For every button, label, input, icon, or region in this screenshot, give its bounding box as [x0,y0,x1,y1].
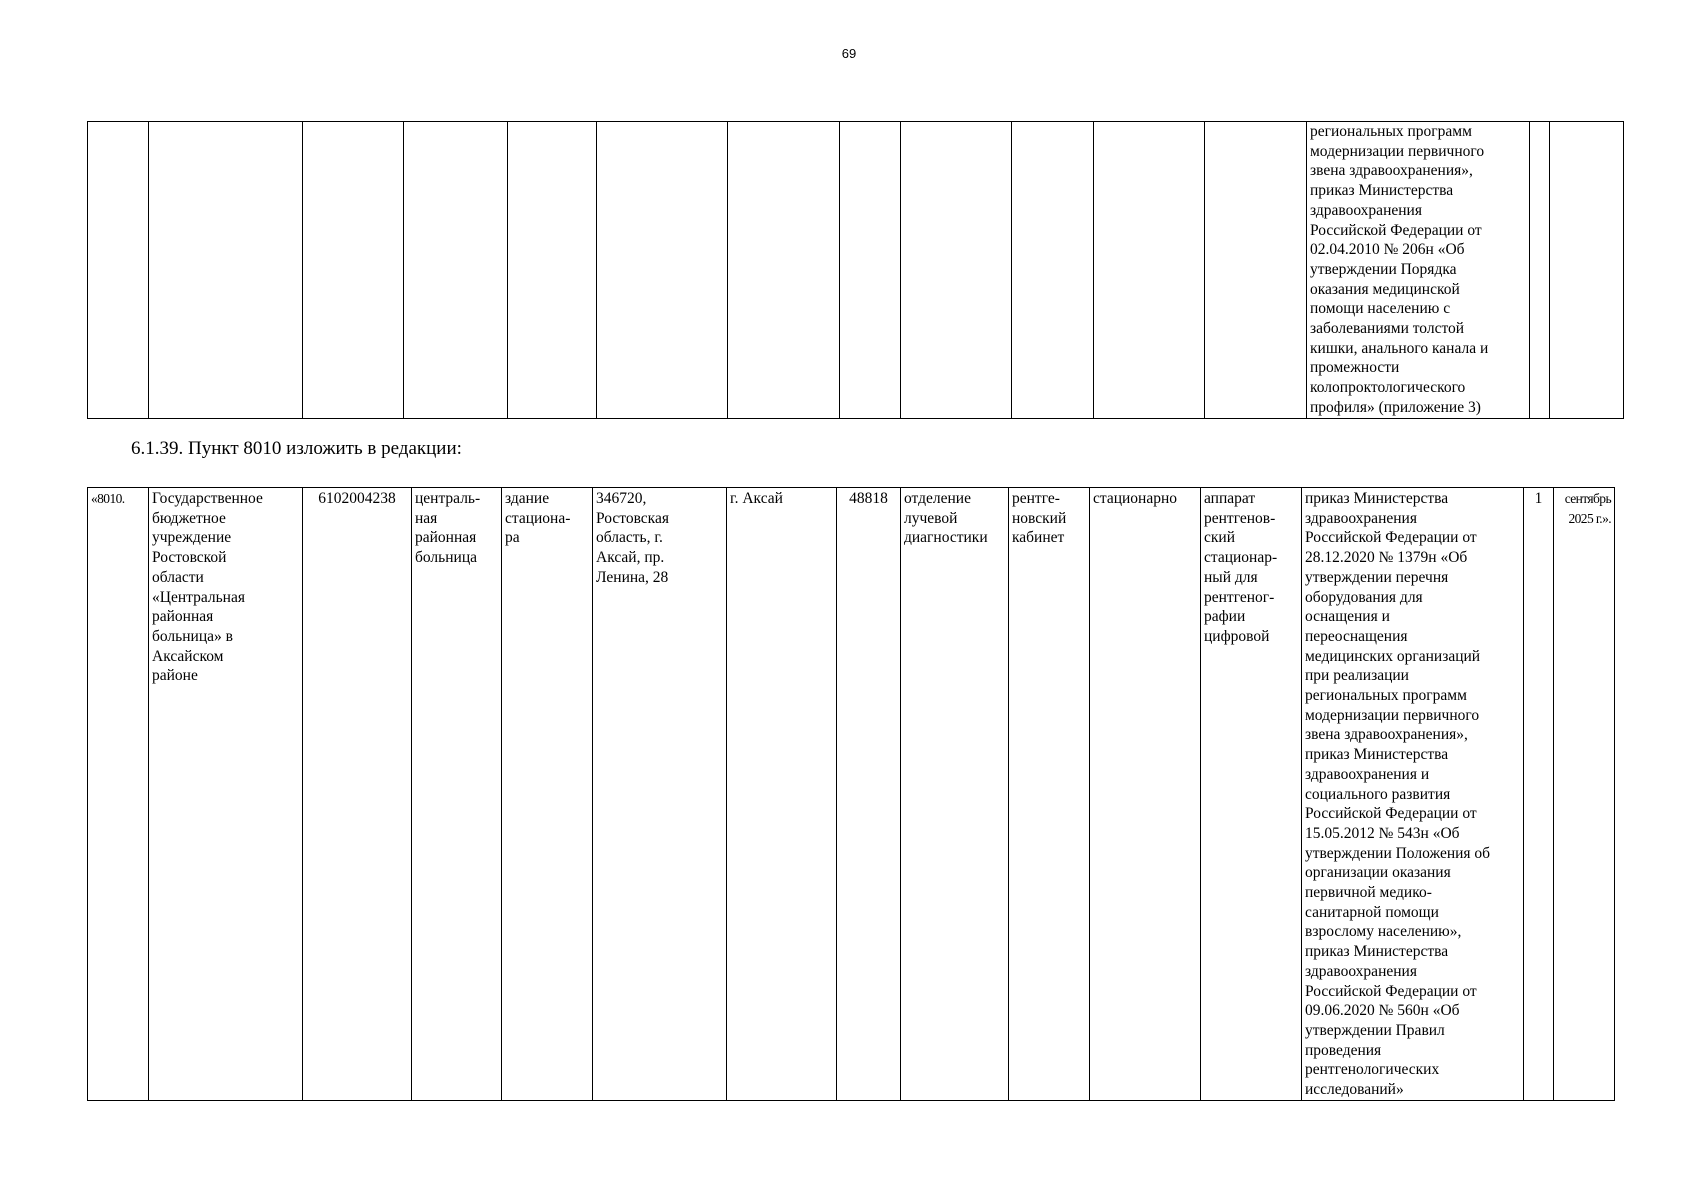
legal-basis-line: утверждении Правил [1305,1021,1445,1039]
legal-basis-line: промежности [1310,359,1400,377]
room-line: кабинет [1012,529,1065,547]
legal-basis-line: санитарной помощи [1305,903,1439,921]
legal-basis-line: оказания медицинской [1310,280,1460,298]
legal-basis-line: 09.06.2020 № 560н «Об [1305,1002,1460,1020]
table-top [87,121,1624,419]
organization-line: районная [152,608,214,626]
legal-basis-line: звена здравоохранения», [1310,162,1473,180]
quantity: 1 [1534,490,1543,507]
organization-line: Ростовской [152,549,227,567]
table-row [88,122,1624,419]
legal-basis-line: колопроктологического [1310,379,1466,397]
legal-basis-line: здравоохранения [1305,962,1417,980]
equipment-line: ный для [1204,568,1258,586]
facility-type-line: районная [415,529,477,547]
legal-basis-line: утверждении Положения об [1305,844,1491,862]
city-cell [727,488,837,1101]
table-cell [88,122,149,419]
table-cell [1530,122,1550,419]
legal-basis-line: звена здравоохранения», [1305,726,1468,744]
organization-line: больница» в [152,627,233,645]
legal-basis-cell [1302,488,1524,1101]
room-line: новский [1012,509,1067,527]
legal-basis-line: 02.04.2010 № 206н «Об [1310,241,1465,259]
building-line: стациона- [505,509,571,527]
equipment-cell [1201,488,1302,1101]
organization-line: «Центральная [152,588,245,606]
equipment-line: рентгенов- [1204,509,1276,527]
legal-basis-line: исследований» [1305,1081,1404,1099]
legal-basis-line: приказ Министерства [1305,943,1449,961]
legal-basis-line: здравоохранения [1305,509,1417,527]
address-line: область, г. [596,529,663,547]
item-number-cell [88,488,149,1101]
legal-basis-line: профиля» (приложение 3) [1310,398,1481,416]
organization-line: бюджетное [152,509,226,527]
table-cell [840,122,901,419]
table-cell [597,122,728,419]
legal-basis-line: медицинских организаций [1305,647,1481,665]
legal-basis-line: региональных программ [1305,687,1467,705]
care-condition-cell [1090,488,1201,1101]
legal-basis-line: Российской Федерации от [1305,982,1477,1000]
address-line: Ленина, 28 [596,568,669,586]
table-row [88,488,1615,1101]
legal-basis-cell [1307,122,1530,419]
city: г. Аксай [730,490,783,507]
care-condition: стационарно [1093,490,1178,507]
legal-basis-line: заболеваниями толстой [1310,320,1465,338]
inn: 6102004238 [318,490,396,507]
address-line: Ростовская [596,509,669,527]
legal-basis-line: организации оказания [1305,864,1451,882]
address-cell [593,488,727,1101]
table-cell [508,122,597,419]
legal-basis-line: модернизации первичного [1305,706,1480,724]
facility-type-line: ная [415,509,438,527]
facility-type-cell [412,488,502,1101]
organization-cell [149,488,303,1101]
equipment-line: рафии [1204,608,1246,626]
legal-basis-line: социального развития [1305,785,1451,803]
legal-basis-line: кишки, анального канала и [1310,339,1489,357]
code-cell [837,488,901,1101]
legal-basis-line: взрослому населению», [1305,923,1462,941]
organization-line: Государственное [152,490,263,507]
code: 48818 [849,490,888,507]
organization-line: области [152,568,204,586]
legal-basis-line: помощи населению с [1310,300,1451,318]
legal-basis-line: региональных программ [1310,123,1472,140]
legal-basis-line: утверждении перечня [1305,568,1449,586]
organization-line: учреждение [152,529,232,547]
facility-type-line: больница [415,549,477,567]
address-line: Аксай, пр. [596,549,665,567]
legal-basis-line: здравоохранения и [1305,765,1430,783]
legal-basis-line: 15.05.2012 № 543н «Об [1305,824,1460,842]
legal-basis-line: приказ Министерства [1305,746,1449,764]
page-number: 69 [841,46,857,61]
table-cell [1094,122,1205,419]
legal-basis-line: приказ Министерства [1305,490,1449,507]
legal-basis-line: 28.12.2020 № 1379н «Об [1305,549,1468,567]
legal-basis-line: первичной медико- [1305,884,1432,902]
inn-cell [303,488,412,1101]
department-line: диагностики [904,529,988,547]
department-cell [901,488,1009,1101]
legal-basis-line: приказ Министерства [1310,182,1454,200]
legal-basis-line: оборудования для [1305,588,1423,606]
table-cell [1205,122,1307,419]
equipment-line: рентгеног- [1204,588,1275,606]
legal-basis-line: переоснащения [1305,627,1408,645]
table-bottom [87,487,1615,1101]
amendment-heading: 6.1.39. Пункт 8010 изложить в редакции: [131,438,462,459]
legal-basis-line: Российской Федерации от [1310,221,1482,239]
table-cell [303,122,404,419]
legal-basis-line: модернизации первичного [1310,142,1485,160]
room-line: рентге- [1012,490,1060,507]
table-cell [149,122,303,419]
legal-basis-line: оснащения и [1305,608,1390,626]
address-line: 346720, [596,490,647,507]
quantity-cell [1524,488,1554,1101]
building-line: здание [505,490,550,507]
equipment-line: стационар- [1204,549,1278,567]
table-cell [901,122,1012,419]
facility-type-line: централь- [415,490,481,507]
equipment-line: цифровой [1204,627,1270,645]
table-cell [1012,122,1094,419]
department-line: лучевой [904,509,958,527]
equipment-line: аппарат [1204,490,1256,507]
legal-basis-line: рентгенологических [1305,1061,1440,1079]
legal-basis-line: здравоохранения [1310,201,1422,219]
table-cell [1550,122,1624,419]
department-line: отделение [904,490,971,507]
organization-line: районе [152,667,198,685]
equipment-line: ский [1204,529,1235,547]
legal-basis-line: утверждении Порядка [1310,260,1457,278]
table-cell [728,122,840,419]
organization-line: Аксайском [152,647,224,665]
building-line: ра [505,529,520,547]
deadline-line: сентябрь [1564,491,1611,506]
legal-basis-line: проведения [1305,1041,1382,1059]
item-number: «8010. [91,491,125,506]
building-cell [502,488,593,1101]
legal-basis-line: при реализации [1305,667,1409,685]
legal-basis-line: Российской Федерации от [1305,529,1477,547]
deadline-cell [1554,488,1615,1101]
room-cell [1009,488,1090,1101]
table-cell [404,122,508,419]
deadline-line: 2025 г.». [1568,510,1611,526]
legal-basis-line: Российской Федерации от [1305,805,1477,823]
